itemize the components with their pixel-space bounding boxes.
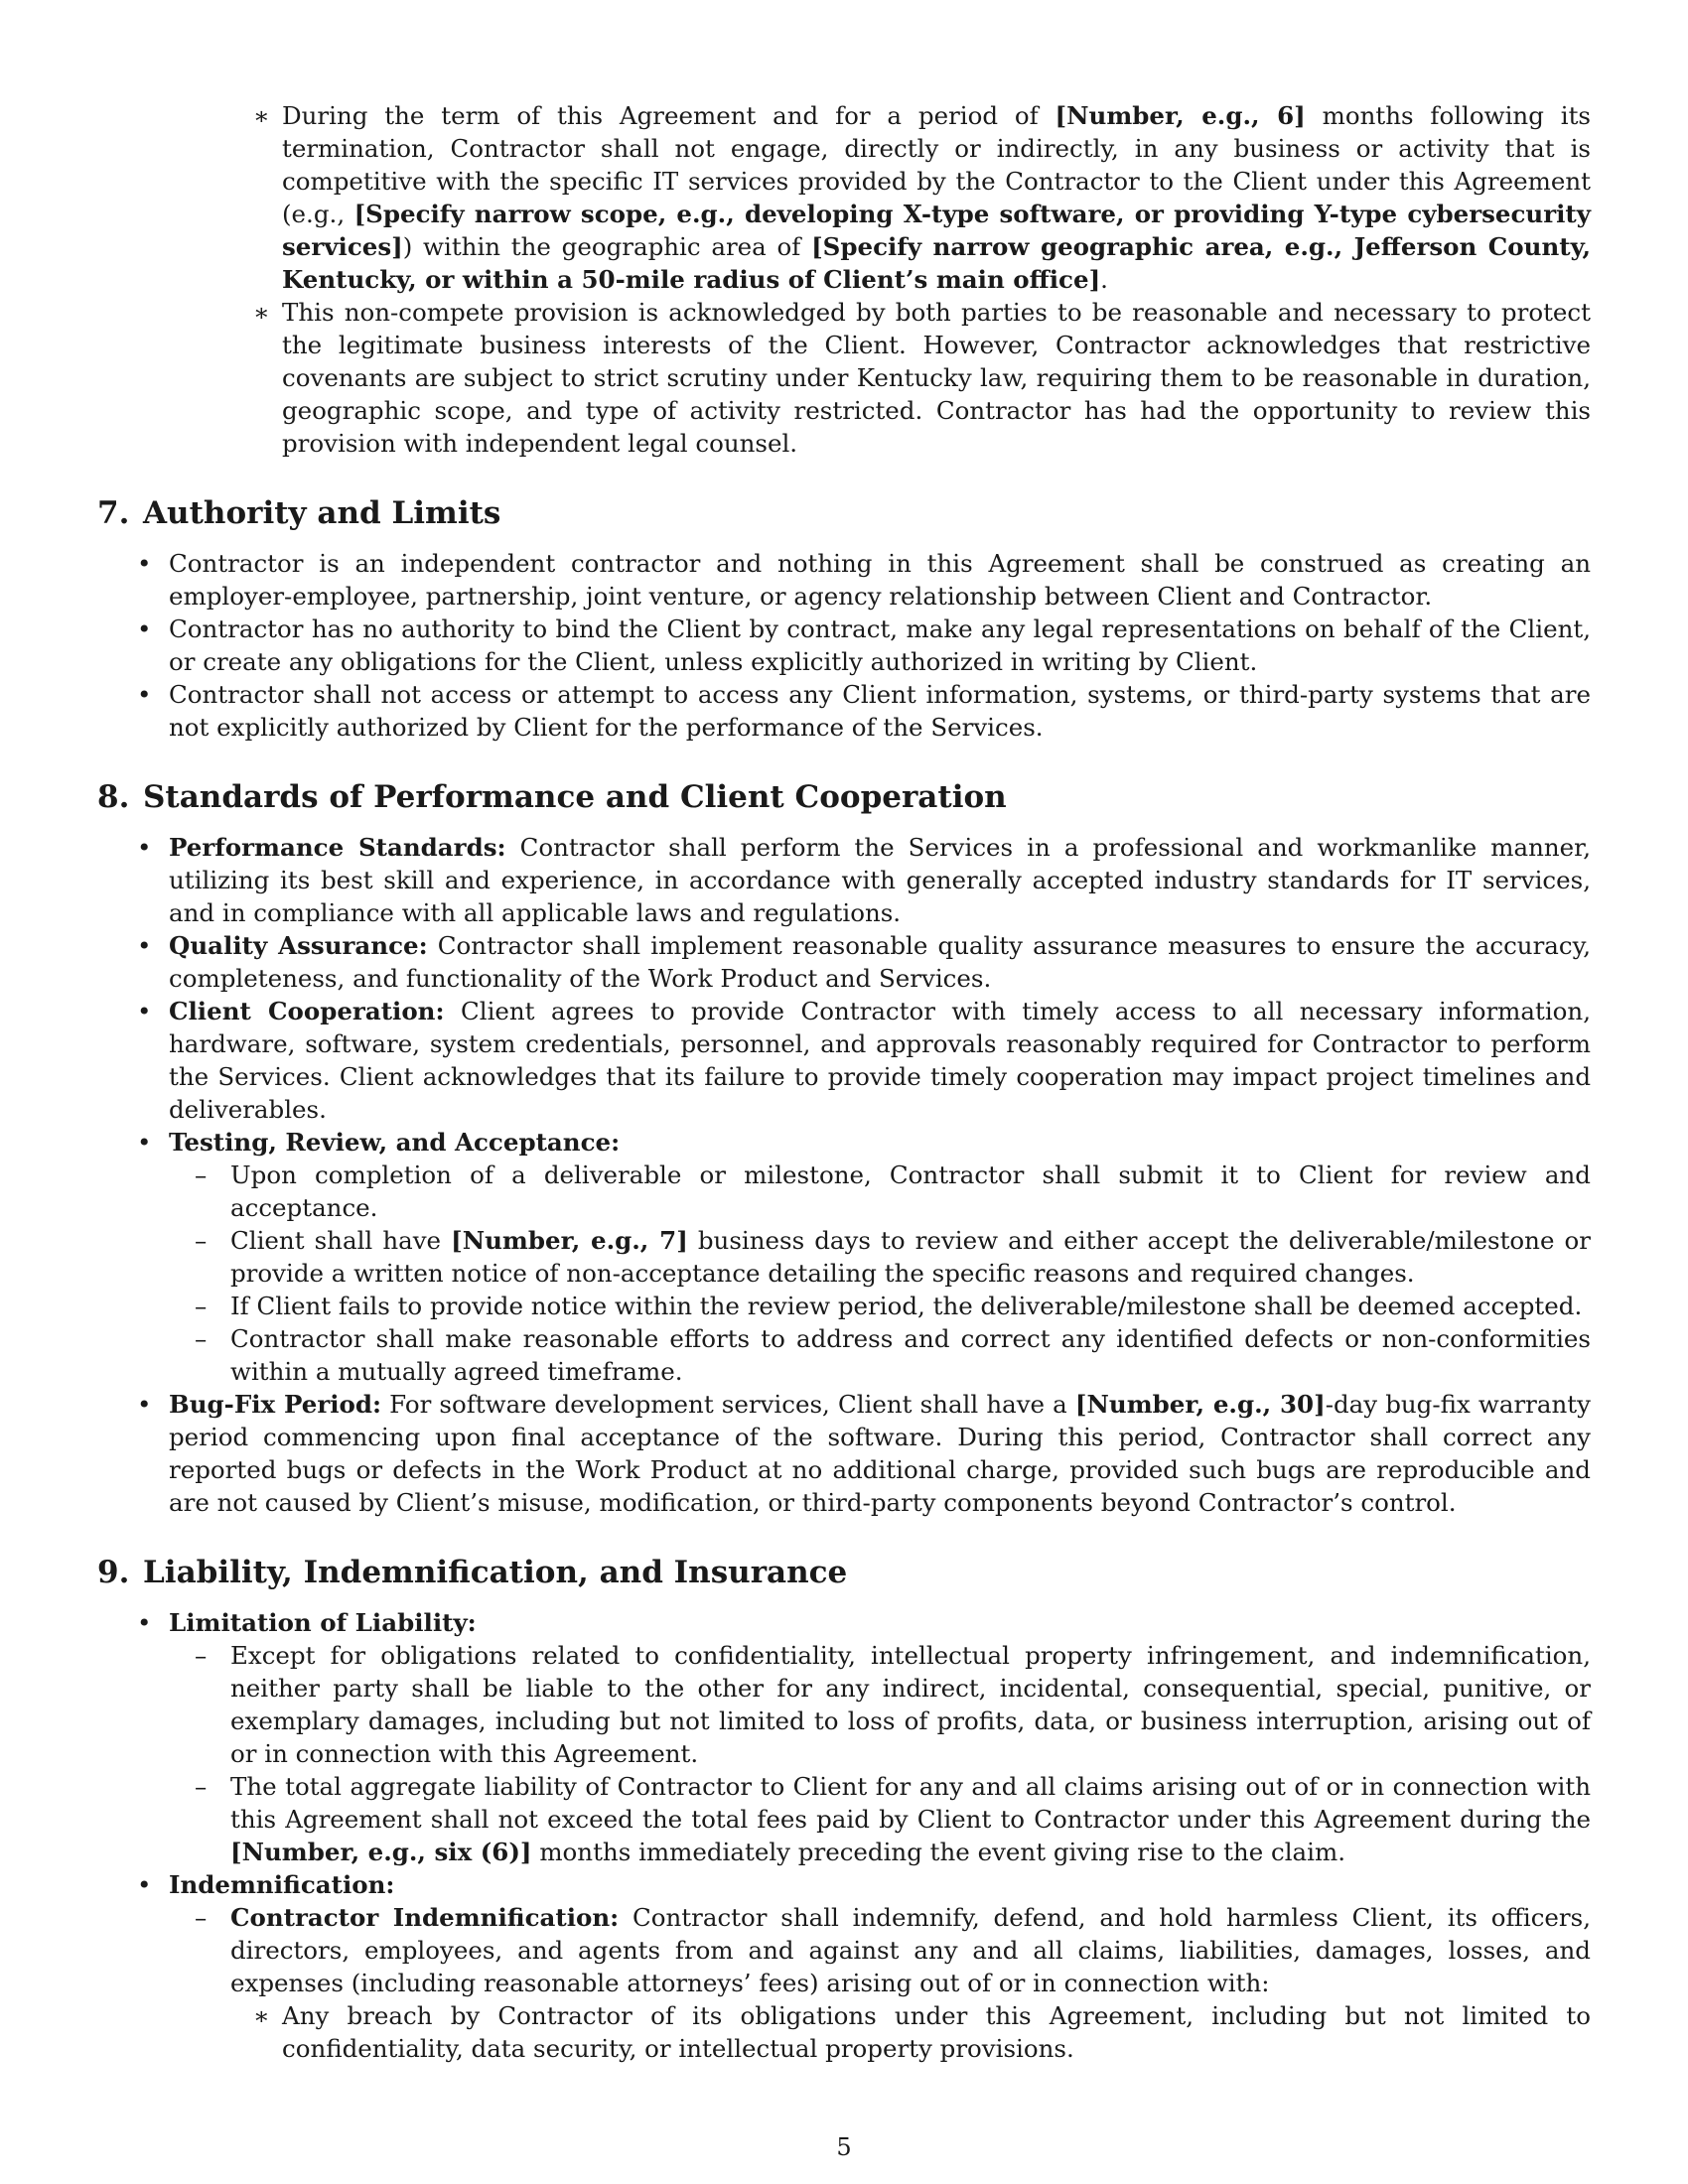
sub-list-item: – If Client fails to provide notice within the review period, the deliverable/milestone shall be deemed accepted. (195, 1292, 1583, 1320)
section-8-list (97, 831, 1591, 1519)
sub-list-item: – Client shall have [Number, e.g., 7] business days to review and either accept the deliverable/milestone or provide a written notice of non-acceptance detailing the specific reasons and required changes. (195, 1226, 1591, 1288)
list-item: • Testing, Review, and Acceptance: (137, 1128, 621, 1157)
list-item: • Performance Standards: Contractor shall perform the Services in a professional and workmanlike manner, utilizing its best skill and experience, in accordance with generally accepted industry standards for IT services, and in compliance with all applicable laws and regulations. (137, 833, 1591, 927)
bullet-marker: • (137, 1390, 152, 1419)
list-item: • Client Cooperation: Client agrees to provide Contractor with timely access to all necessary information, hardware, software, system credentials, personnel, and approvals reasonably required for Contractor to perform the Services. Client acknowledges that its failure to provide timely cooperation may impact project timelines and deliverables. (137, 997, 1591, 1124)
list-item: • Contractor is an independent contractor and nothing in this Agreement shall be construed as creating an employer-employee, partnership, joint venture, or agency relationship between Client and Contractor. (137, 549, 1591, 611)
star-marker: ∗ (253, 298, 270, 327)
bullet-marker: • (137, 833, 152, 862)
dash-marker: – (195, 1641, 208, 1670)
list-item: ∗ This non-compete provision is acknowledged by both parties to be reasonable and necessary to protect the legitimate business interests of the Client. However, Contractor acknowledges that restrictive covenants are subject to strict scrutiny under Kentucky law, requiring them to be reasonable in duration, geographic scope, and type of activity restricted. Contractor has had the opportunity to review this provision with independent legal counsel. (253, 298, 1591, 458)
section-7-list (97, 547, 1591, 744)
dash-marker: – (195, 1292, 208, 1320)
bullet-marker: • (137, 1128, 152, 1157)
bullet-marker: • (137, 997, 152, 1025)
star-marker: ∗ (253, 2001, 270, 2030)
bullet-marker: • (137, 614, 152, 643)
dash-marker: – (195, 1772, 208, 1801)
sub-list-item: – Except for obligations related to confidentiality, intellectual property infringement, and indemnification, neither party shall be liable to the other for any indirect, incidental, consequential, special, punitive, or exemplary damages, including but not limited to loss of profits, data, or business interruption, arising out of or in connection with this Agreement. (195, 1641, 1591, 1768)
section-heading-9: 9. Liability, Indemnification, and Insurance (97, 1555, 848, 1590)
bullet-marker: • (137, 1608, 152, 1637)
section-heading-7: 7. Authority and Limits (97, 495, 501, 531)
list-item: • Limitation of Liability: (137, 1608, 477, 1637)
page-number: 5 (836, 2133, 852, 2161)
sub-list-item: – Upon completion of a deliverable or milestone, Contractor shall submit it to Client for review and acceptance. (195, 1160, 1591, 1222)
list-item: • Contractor shall not access or attempt to access any Client information, systems, or third-party systems that are not explicitly authorized by Client for the performance of the Services. (137, 680, 1591, 742)
list-item: • Indemnification: (137, 1870, 395, 1899)
bullet-marker: • (137, 1870, 152, 1899)
list-item: • Quality Assurance: Contractor shall implement reasonable quality assurance measures to ensure the accuracy, completeness, and functionality of the Work Product and Services. (137, 931, 1591, 993)
list-item: ∗ During the term of this Agreement and for a period of [Number, e.g., 6] months following its termination, Contractor shall not engage, directly or indirectly, in any business or activity that is competitive with the specific IT services provided by the Contractor to the Client under this Agreement (e.g., [Specify narrow scope, e.g., developing X-type software, or providing Y-type cybersecurity services]) within the geographic area of [Specify narrow geographic area, e.g., Jefferson County, Kentucky, or within a 50-mile radius of Client’s main office]. (253, 101, 1592, 294)
dash-marker: – (195, 1903, 208, 1932)
list-item: • Contractor has no authority to bind the Client by contract, make any legal representations on behalf of the Client, or create any obligations for the Client, unless explicitly authorized in writing by Client. (137, 614, 1591, 676)
bullet-marker: • (137, 680, 152, 709)
section-heading-8: 8. Standards of Performance and Client Cooperation (97, 779, 1007, 815)
list-item: • Bug-Fix Period: For software development services, Client shall have a [Number, e.g., 30]-day bug-fix warranty period commencing upon final acceptance of the software. During this period, Contractor shall correct any reported bugs or defects in the Work Product at no additional charge, provided such bugs are reproducible and are not caused by Client’s misuse, modification, or third-party components beyond Contractor’s control. (137, 1390, 1591, 1517)
star-marker: ∗ (253, 101, 270, 130)
bullet-marker: • (137, 931, 152, 960)
noncompete-list (97, 99, 1591, 460)
sub-list-item: – Contractor shall make reasonable efforts to address and correct any identified defects or non-conformities within a mutually agreed timeframe. (195, 1324, 1591, 1386)
sub-list-item: – Contractor Indemnification: Contractor shall indemnify, defend, and hold harmless Client, its officers, directors, employees, and agents from and against any and all claims, liabilities, damages, losses, and expenses (including reasonable attorneys’ fees) arising out of or in connection with: (195, 1903, 1592, 1997)
page-content (97, 99, 1591, 2065)
sub-sub-list-item: ∗ Any breach by Contractor of its obligations under this Agreement, including but not limited to confidentiality, data security, or intellectual property provisions. (253, 2001, 1591, 2063)
dash-marker: – (195, 1324, 208, 1353)
sub-list-item: – The total aggregate liability of Contractor to Client for any and all claims arising out of or in connection with this Agreement shall not exceed the total fees paid by Client to Contractor under this Agreement during the [Number, e.g., six (6)] months immediately preceding the event giving rise to the claim. (195, 1772, 1591, 1866)
dash-marker: – (195, 1160, 208, 1189)
section-9-list (97, 1606, 1591, 2065)
dash-marker: – (195, 1226, 208, 1255)
bullet-marker: • (137, 549, 152, 578)
